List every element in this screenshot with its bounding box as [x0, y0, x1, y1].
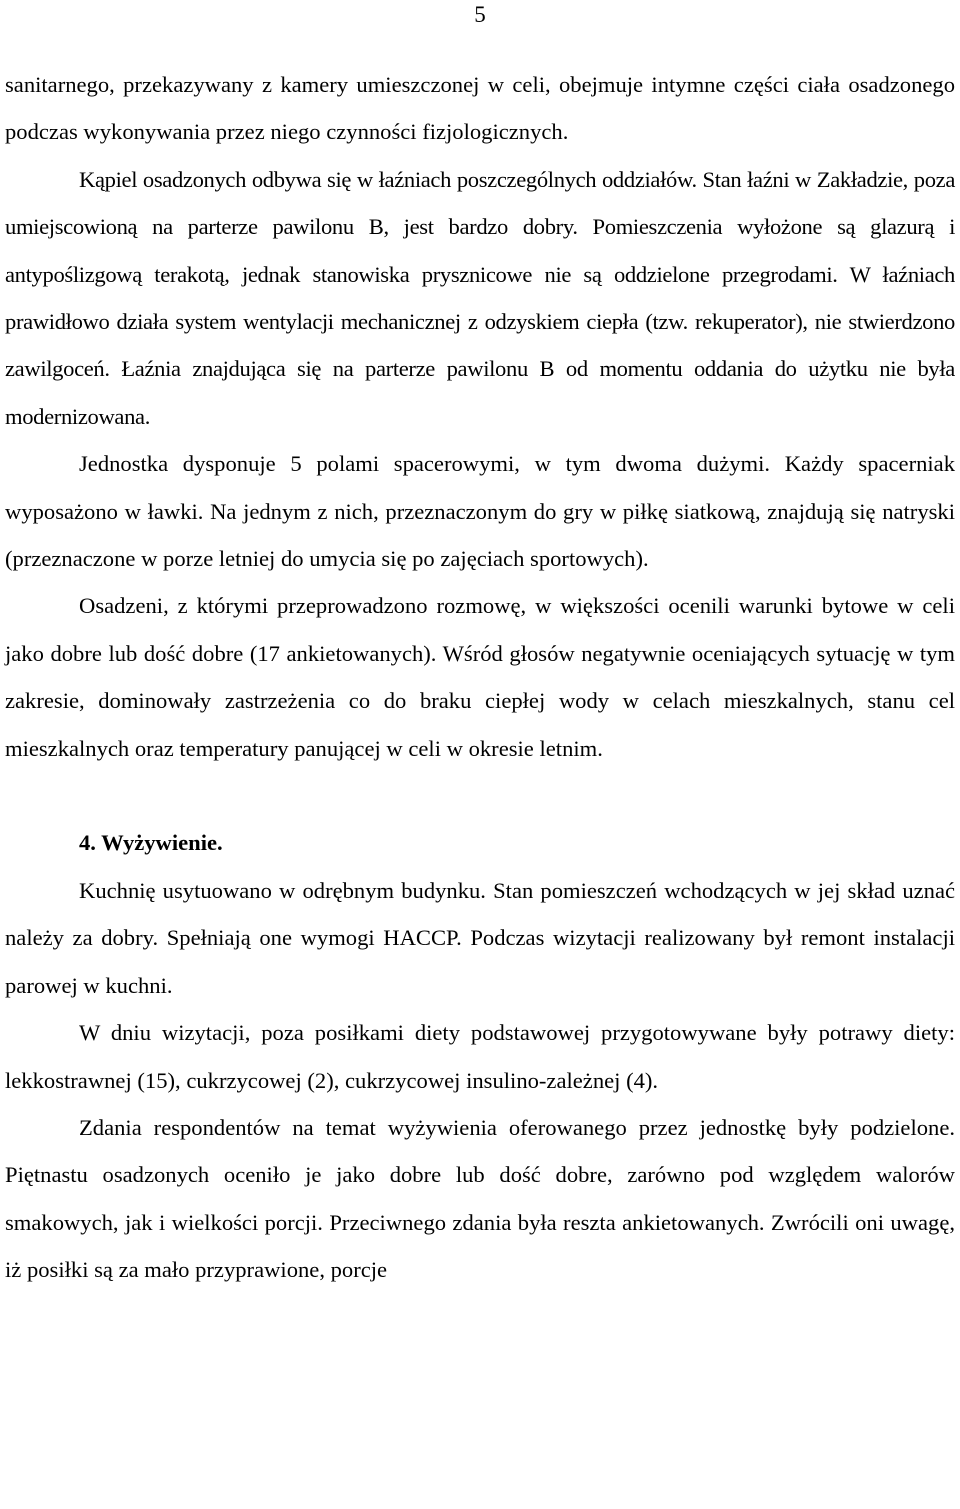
- paragraph-inmate-opinions: Osadzeni, z którymi przeprowadzono rozmowę, w większości ocenili warunki bytowe w celi jako dobre lub dość dobre (17 ankietowanych). Wśród głosów negatywnie oceniających sytuację w tym zakresie, dominowały zastrzeżenia co do braku ciepłej wody w celach mieszkalnych, stanu cel mieszkalnych oraz temperatury panującej w celi w okresie letnim.: [5, 593, 955, 761]
- paragraph-diets: W dniu wizytacji, poza posiłkami diety podstawowej przygotowywane były potrawy diety: lekkostrawnej (15), cukrzycowej (2), cukrzycowej insulino-zależnej (4).: [5, 1020, 955, 1093]
- paragraph-continuation: sanitarnego, przekazywany z kamery umieszczonej w celi, obejmuje intymne części ciała osadzonego podczas wykonywania przez niego czynności fizjologicznych.: [5, 72, 955, 145]
- page-number: 5: [474, 2, 486, 27]
- paragraph-walking-yards: Jednostka dysponuje 5 polami spacerowymi, w tym dwoma dużymi. Każdy spacerniak wyposażono w ławki. Na jednym z nich, przeznaczonym do gry w piłkę siatkową, znajdują się natryski (przeznaczone w porze letniej do umycia się po zajęciach sportowych).: [5, 451, 955, 572]
- paragraph-food-opinions: Zdania respondentów na temat wyżywienia oferowanego przez jednostkę były podzielone. Piętnastu osadzonych oceniło je jako dobre lub dość dobre, zarówno pod względem walorów smakowych, jak i wielkości porcji. Przeciwnego zdania była reszta ankietowanych. Zwrócili oni uwagę, iż posiłki są za mało przyprawione, porcje: [5, 1114, 955, 1283]
- paragraph-kitchen: Kuchnię usytuowano w odrębnym budynku. Stan pomieszczeń wchodzących w jej skład uznać należy za dobry. Spełniają one wymogi HACCP. Podczas wizytacji realizowany był remont instalacji parowej w kuchni.: [5, 877, 955, 998]
- document-body: [5, 61, 955, 1294]
- section-spacer: [5, 772, 955, 819]
- paragraph-baths: Kąpiel osadzonych odbywa się w łaźniach poszczególnych oddziałów. Stan łaźni w Zakładzie, poza umiejscowioną na parterze pawilonu B, jest bardzo dobry. Pomieszczenia wyłożone są glazurą i antypoślizgową terakotą, jednak stanowiska prysznicowe nie są oddzielone przegrodami. W łaźniach prawidłowo działa system wentylacji mechanicznej z odzyskiem ciepła (tzw. rekuperator), nie stwierdzono zawilgoceń. Łaźnia znajdująca się na parterze pawilonu B od momentu oddania do użytku nie była modernizowana.: [5, 166, 955, 429]
- section-heading: 4. Wyżywienie.: [79, 830, 223, 856]
